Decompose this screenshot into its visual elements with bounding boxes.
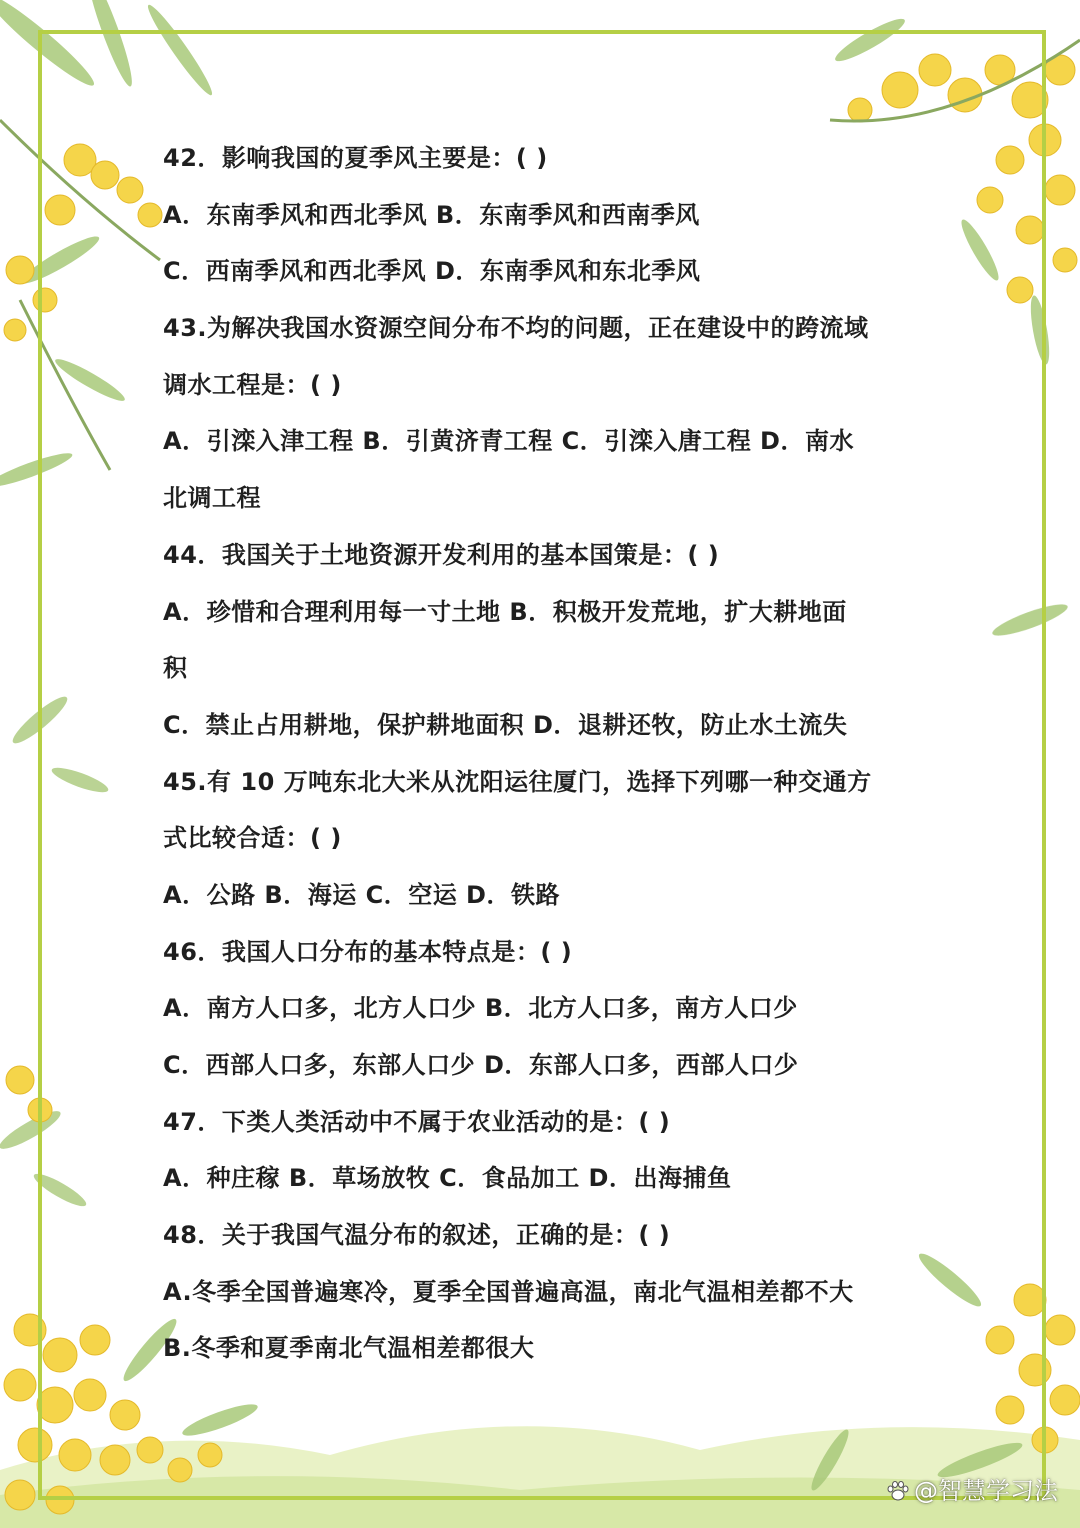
paw-icon	[886, 1480, 910, 1502]
watermark-text: @智慧学习法	[914, 1477, 1058, 1505]
question-content	[163, 130, 933, 1377]
q48-option-b: B.冬季和夏季南北气温相差都很大	[163, 1334, 535, 1363]
q44-options-line1: A．珍惜和合理利用每一寸土地 B．积极开发荒地，扩大耕地面	[163, 597, 847, 626]
q43-options-line2: 北调工程	[163, 484, 261, 513]
q46-stem: 46．我国人口分布的基本特点是：( )	[163, 937, 573, 966]
q46-options-ab: A．南方人口多，北方人口少 B．北方人口多，南方人口少	[163, 994, 798, 1023]
q44-stem: 44．我国关于土地资源开发利用的基本国策是：( )	[163, 540, 720, 569]
q45-options: A．公路 B．海运 C．空运 D．铁路	[163, 880, 560, 909]
q45-stem-line1: 45.有 10 万吨东北大米从沈阳运往厦门，选择下列哪一种交通方	[163, 767, 872, 796]
q48-option-a: A.冬季全国普遍寒冷，夏季全国普遍高温，南北气温相差都不大	[163, 1277, 854, 1306]
q42-options-ab: A．东南季风和西北季风 B．东南季风和西南季风	[163, 200, 700, 229]
q46-options-cd: C．西部人口多，东部人口少 D．东部人口多，西部人口少	[163, 1051, 799, 1079]
q43-stem-line2: 调水工程是：( )	[163, 370, 342, 399]
q44-options-line3: C．禁止占用耕地，保护耕地面积 D．退耕还牧，防止水土流失	[163, 710, 848, 739]
q42-stem: 42．影响我国的夏季风主要是：( )	[163, 144, 548, 172]
q47-stem: 47．下类人类活动中不属于农业活动的是：( )	[163, 1107, 671, 1136]
q43-stem-line1: 43.为解决我国水资源空间分布不均的问题，正在建设中的跨流域	[163, 314, 869, 343]
q44-options-line2: 积	[163, 654, 188, 683]
q48-stem: 48．关于我国气温分布的叙述，正确的是：( )	[163, 1221, 671, 1250]
q42-options-cd: C．西南季风和西北季风 D．东南季风和东北季风	[163, 257, 701, 286]
q47-options: A．种庄稼 B．草场放牧 C．食品加工 D．出海捕鱼	[163, 1164, 732, 1193]
watermark	[886, 1471, 1058, 1506]
q45-stem-line2: 式比较合适：( )	[163, 824, 342, 853]
q43-options-line1: A．引滦入津工程 B．引黄济青工程 C．引滦入唐工程 D．南水	[163, 427, 854, 456]
